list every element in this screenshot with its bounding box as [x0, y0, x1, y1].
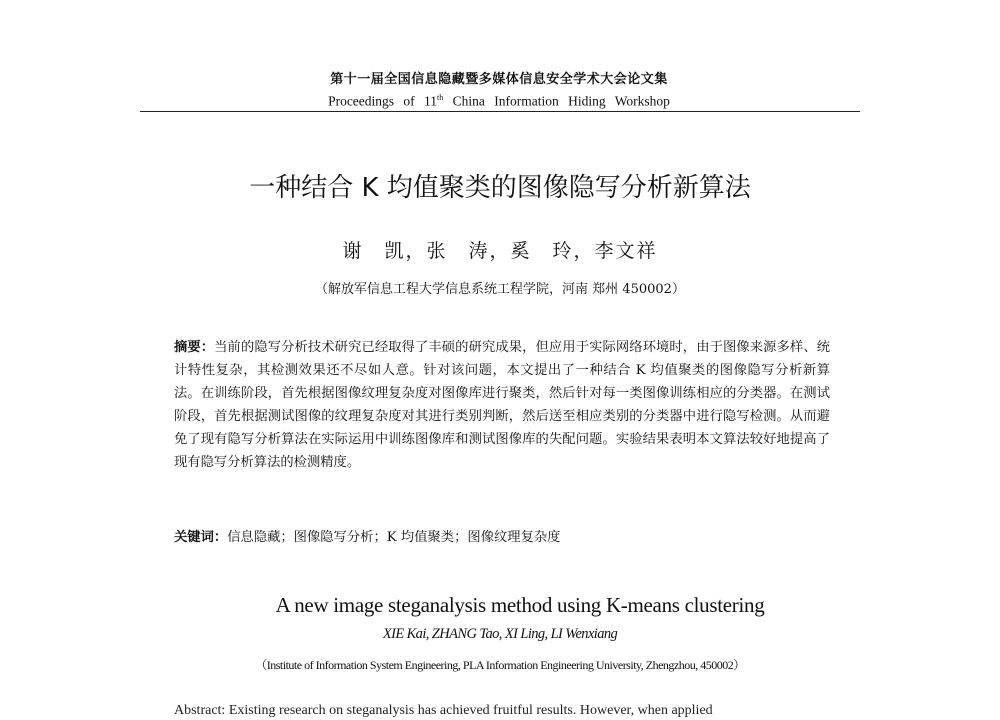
abstract-text: 当前的隐写分析技术研究已经取得了丰硕的研究成果，但应用于实际网络环境时，由于图像来源多样、统计特性复杂，其检测效果还不尽如人意。针对该问题，本文提出了一种结合 K 均值聚类的图像隐写分析新算法。在训练阶段，首先根据图像纹理复杂度对图像库进行聚类，然后针对每一类图像训练相应的分类器。在测试阶段，首先根据测试图像的纹理复杂度对其进行类别判断，然后送至相应类别的分类器中进行隐写检测。从而避免了现有隐写分析算法在实际运用中训练图像库和测试图像库的失配问题。实验结果表明本文算法较好地提高了现有隐写分析算法的检测精度。 — [174, 340, 831, 470]
english-authors: XIE Kai, ZHANG Tao, XI Ling, LI Wenxiang — [382, 626, 618, 642]
english-title: A new image steganalysis method using K-means clustering — [275, 593, 765, 617]
header-chinese: 第十一届全国信息隐藏暨多媒体信息安全学术大会论文集 — [330, 72, 668, 87]
paper-authors: 谢 凯，张 涛，奚 玲，李文祥 — [342, 240, 658, 262]
keywords-text: 信息隐藏；图像隐写分析；K 均值聚类；图像纹理复杂度 — [227, 530, 561, 545]
running-header — [140, 72, 858, 110]
keywords-label: 关键词： — [174, 530, 228, 545]
header-english — [140, 90, 858, 110]
english-abstract-start: Abstract: Existing research on steganalysis has achieved fruitful results. However, when applied — [174, 703, 713, 718]
abstract-block — [174, 336, 830, 474]
abstract-label: 摘要： — [174, 340, 215, 355]
header-english-superscript: th — [437, 93, 444, 102]
keywords-block — [174, 528, 830, 548]
header-english-before: Proceedings of 11 — [328, 93, 438, 109]
paper-affiliation: （解放军信息工程大学信息系统工程学院，河南 郑州 450002） — [315, 282, 685, 297]
paper-title: 一种结合 K 均值聚类的图像隐写分析新算法 — [249, 173, 751, 203]
header-rule — [140, 111, 860, 112]
header-english-after: China Information Hiding Workshop — [443, 93, 670, 109]
english-affiliation: （Institute of Information System Engineering, PLA Information Engineering University, Zhengzhou, 450002） — [255, 658, 745, 672]
